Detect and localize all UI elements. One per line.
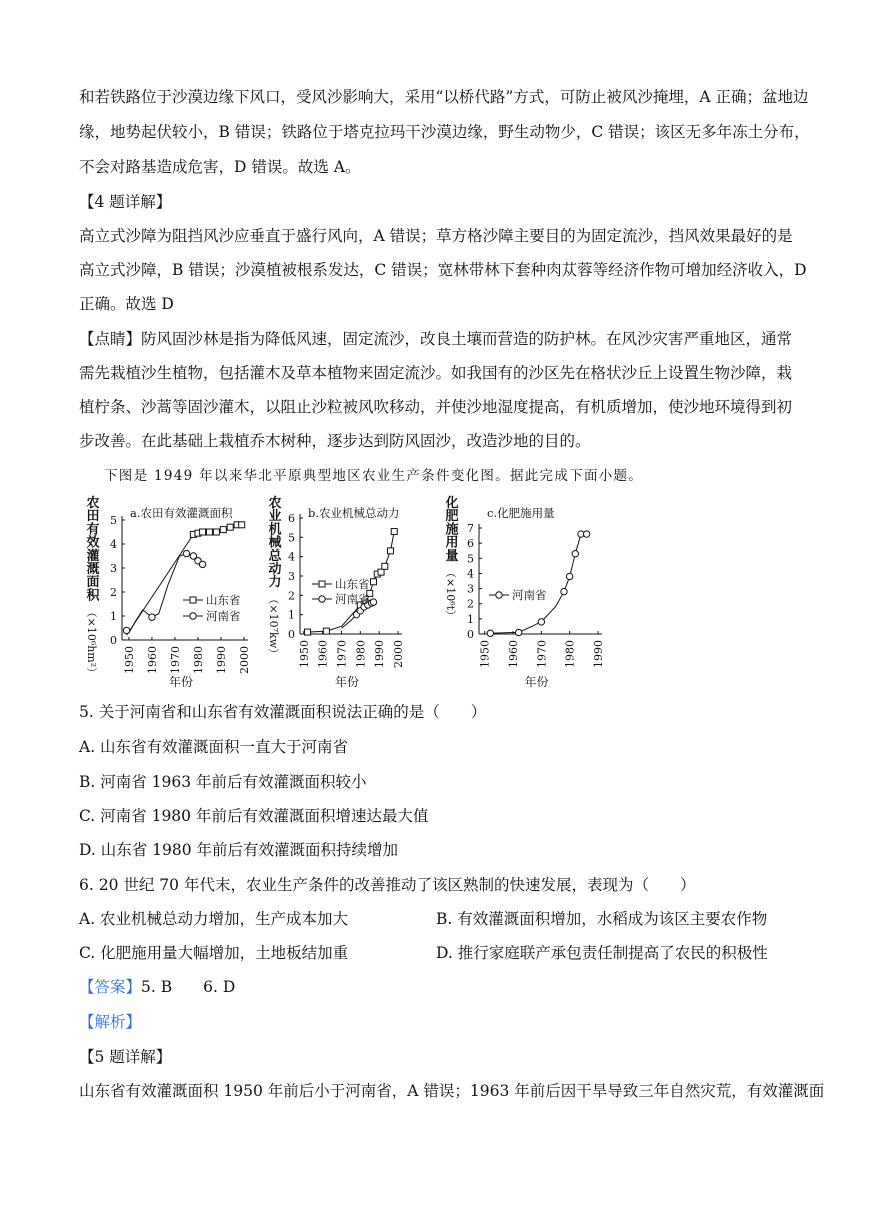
data-point-circle bbox=[487, 630, 493, 636]
legend-label: 河南省 bbox=[335, 592, 370, 606]
data-point-circle bbox=[538, 619, 544, 625]
data-point-circle bbox=[566, 573, 572, 579]
y-axis-unit: （×10⁷kw） bbox=[267, 593, 280, 660]
option-5b: B. 河南省 1963 年前后有效灌溉面积较小 bbox=[79, 773, 367, 791]
x-tick-label: 1970 bbox=[335, 640, 349, 668]
x-tick-label: 1950 bbox=[122, 646, 136, 674]
text-line: 高立式沙障，B 错误；沙漠植被根系发达，C 错误；宽林带林下套种肉苁蓉等经济作物可增加经济收入，D bbox=[79, 261, 807, 279]
y-axis-label-char: 有 bbox=[86, 522, 100, 538]
legend-label: 山东省 bbox=[335, 577, 370, 591]
data-point-square bbox=[200, 529, 206, 535]
data-point-square bbox=[371, 579, 377, 585]
y-tick-label: 6 bbox=[288, 512, 295, 525]
text-line bbox=[79, 329, 792, 349]
data-point-circle bbox=[123, 627, 129, 633]
y-tick-label: 5 bbox=[110, 514, 117, 527]
y-tick-label: 1 bbox=[288, 608, 295, 622]
x-tick-label: 1950 bbox=[478, 640, 492, 668]
y-axis-label-char: 械 bbox=[268, 535, 282, 551]
data-point-square bbox=[206, 529, 212, 535]
option-5d: D. 山东省 1980 年前后有效灌溉面积持续增加 bbox=[79, 841, 399, 859]
y-tick-label: 3 bbox=[288, 570, 295, 583]
y-axis-unit: （×10⁶hm²） bbox=[85, 606, 98, 679]
data-point-circle bbox=[199, 561, 205, 567]
legend-marker-circle bbox=[190, 613, 196, 619]
x-tick-label: 1950 bbox=[297, 640, 311, 668]
y-tick-label: 1 bbox=[467, 612, 474, 626]
data-point-circle bbox=[583, 531, 589, 537]
y-axis-unit: （×10⁶t） bbox=[444, 567, 457, 622]
x-tick-label: 1960 bbox=[316, 640, 330, 668]
option-5c: C. 河南省 1980 年前后有效灌溉面积增速达最大值 bbox=[79, 807, 429, 825]
data-point-square bbox=[239, 522, 245, 528]
answer-text: 5. B 6. D bbox=[141, 978, 236, 996]
options-row bbox=[79, 943, 850, 963]
question-5: 5. 关于河南省和山东省有效灌溉面积说法正确的是（ ） bbox=[79, 703, 487, 721]
analysis-label: 【解析】 bbox=[79, 1013, 142, 1031]
y-axis-label-char: 积 bbox=[86, 588, 100, 604]
y-tick-label: 7 bbox=[467, 522, 474, 535]
x-tick-label: 1960 bbox=[507, 640, 520, 668]
legend-marker-circle bbox=[319, 596, 325, 602]
y-axis-label-char: 总 bbox=[268, 548, 282, 564]
x-tick-label: 1990 bbox=[373, 640, 387, 668]
x-tick-label: 2000 bbox=[392, 640, 405, 668]
legend-label: 山东省 bbox=[206, 593, 241, 607]
chart-title: a.农田有效灌溉面积 bbox=[130, 506, 233, 520]
y-axis-label-char: 力 bbox=[268, 575, 282, 591]
y-axis-label-char: 效 bbox=[86, 535, 100, 551]
data-point-square bbox=[220, 527, 226, 533]
data-point-square bbox=[323, 628, 329, 634]
figure-charts bbox=[0, 488, 870, 698]
x-tick-label: 2000 bbox=[238, 646, 251, 674]
option-5a: A. 山东省有效灌溉面积一直大于河南省 bbox=[79, 738, 349, 756]
y-axis-label-char: 量 bbox=[445, 548, 459, 564]
data-point-square bbox=[378, 569, 384, 575]
data-point-square bbox=[227, 524, 233, 530]
legend-label: 河南省 bbox=[512, 588, 547, 602]
question-6: 6. 20 世纪 70 年代末，农业生产条件的改善推动了该区熟制的快速发展，表现为（ ） bbox=[79, 876, 696, 894]
series-line-河南省 bbox=[127, 554, 205, 633]
answer-label: 【答案】 bbox=[79, 978, 142, 996]
section-heading-5: 【5 题详解】 bbox=[79, 1048, 172, 1066]
y-axis-label-char: 溉 bbox=[86, 562, 100, 577]
y-tick-label: 3 bbox=[467, 582, 474, 596]
y-tick-label: 3 bbox=[110, 562, 117, 575]
y-axis-label-char: 肥 bbox=[445, 509, 459, 525]
y-tick-label: 2 bbox=[288, 589, 295, 603]
data-point-circle bbox=[515, 629, 521, 635]
x-tick-label: 1980 bbox=[563, 640, 577, 668]
data-point-circle bbox=[183, 550, 189, 556]
legend-marker-square bbox=[319, 581, 325, 587]
y-axis-label-char: 用 bbox=[445, 535, 459, 551]
x-tick-label: 1990 bbox=[592, 640, 605, 668]
data-point-square bbox=[391, 529, 397, 535]
chart-title: c.化肥施用量 bbox=[487, 506, 555, 520]
data-point-square bbox=[213, 529, 219, 535]
x-tick-label: 1990 bbox=[214, 646, 228, 674]
y-axis-label-char: 灌 bbox=[86, 548, 100, 564]
option-6d: D. 推行家庭联产承包责任制提高了农民的积极性 bbox=[436, 944, 768, 962]
data-point-square bbox=[305, 629, 311, 635]
text-line: 植柠条、沙蒿等固沙灌木，以阻止沙粒被风吹移动，并使沙地湿度提高，有机质增加，使沙地环境得到初 bbox=[79, 398, 793, 416]
y-tick-label: 1 bbox=[110, 610, 117, 623]
text-line: 缘，地势起伏较小，B 错误；铁路位于塔克拉玛干沙漠边缘，野生动物少，C 错误；该区无多年冻土分布， bbox=[79, 123, 810, 141]
legend-marker-square bbox=[190, 597, 196, 603]
data-point-circle bbox=[561, 588, 567, 594]
x-tick-label: 1970 bbox=[168, 646, 182, 674]
y-axis-label-char: 农 bbox=[268, 496, 282, 511]
y-axis-label-char: 田 bbox=[86, 509, 100, 525]
answer-line bbox=[79, 977, 235, 997]
text-line: 和若铁路位于沙漠边缘下风口，受风沙影响大，采用“以桥代路”方式，可防止被风沙掩埋，A 正确；盆地边 bbox=[79, 88, 809, 106]
x-axis-label: 年份 bbox=[524, 675, 549, 689]
text-line: 高立式沙障为阻挡风沙应垂直于盛行风向，A 错误；草方格沙障主要目的为固定流沙，挡风效果最好的是 bbox=[79, 227, 793, 245]
y-axis-label-char: 施 bbox=[445, 522, 459, 538]
data-point-circle bbox=[370, 599, 376, 605]
y-axis-label-char: 动 bbox=[268, 562, 282, 577]
y-tick-label: 2 bbox=[110, 586, 117, 599]
y-tick-label: 0 bbox=[467, 628, 474, 641]
text-line: 需先栽植沙生植物，包括灌木及草本植物来固定流沙。如我国有的沙区先在格状沙丘上设置生物沙障，栽 bbox=[79, 364, 793, 382]
dianjing-text: 防风固沙林是指为降低风速，固定流沙，改良土壤而营造的防护林。在风沙灾害严重地区，通常 bbox=[141, 330, 793, 348]
y-axis-label-char: 业 bbox=[268, 509, 282, 525]
y-axis-label-char: 面 bbox=[86, 575, 100, 591]
x-tick-label: 1970 bbox=[535, 640, 549, 668]
text-line: 正确。故选 D bbox=[79, 295, 174, 313]
y-axis-label-char: 机 bbox=[268, 522, 282, 538]
chart-title: b.农业机械总动力 bbox=[308, 506, 400, 520]
data-point-circle bbox=[572, 551, 578, 557]
y-tick-label: 0 bbox=[110, 634, 117, 647]
legend-label: 河南省 bbox=[206, 609, 241, 623]
legend-marker-circle bbox=[496, 592, 502, 598]
series-line-河南省 bbox=[490, 534, 586, 633]
text-line: 不会对路基造成危害，D 错误。故选 A。 bbox=[79, 158, 361, 176]
y-tick-label: 4 bbox=[288, 550, 295, 564]
y-axis-label-char: 化 bbox=[445, 496, 459, 511]
y-axis-label-char: 农 bbox=[86, 496, 100, 511]
y-tick-label: 2 bbox=[467, 597, 474, 611]
option-6c: C. 化肥施用量大幅增加，土地板结加重 bbox=[79, 944, 349, 962]
data-point-square bbox=[382, 563, 388, 569]
x-tick-label: 1980 bbox=[191, 646, 205, 674]
x-axis-label: 年份 bbox=[168, 675, 194, 689]
data-point-circle bbox=[149, 614, 155, 620]
y-tick-label: 5 bbox=[467, 552, 474, 566]
dianjing-label: 【点睛】 bbox=[79, 330, 142, 348]
options-row bbox=[79, 909, 850, 929]
x-tick-label: 1960 bbox=[145, 646, 159, 674]
x-tick-label: 1980 bbox=[354, 640, 368, 668]
y-tick-label: 4 bbox=[110, 538, 117, 551]
figure-intro: 下图是 1949 年以来华北平原典型地区农业生产条件变化图。据此完成下面小题。 bbox=[104, 468, 644, 484]
y-tick-label: 5 bbox=[288, 531, 295, 545]
data-point-square bbox=[387, 548, 393, 554]
option-6b: B. 有效灌溉面积增加，水稻成为该区主要农作物 bbox=[436, 910, 768, 928]
y-tick-label: 4 bbox=[467, 567, 474, 581]
text-line: 步改善。在此基础上栽植乔木树种，逐步达到防风固沙，改造沙地的目的。 bbox=[79, 432, 591, 450]
x-axis-label: 年份 bbox=[334, 675, 360, 689]
y-tick-label: 0 bbox=[288, 628, 295, 641]
text-line: 山东省有效灌溉面积 1950 年前后小于河南省，A 错误；1963 年前后因干旱导致三年自然灾荒，有效灌溉面 bbox=[79, 1082, 825, 1100]
y-tick-label: 6 bbox=[467, 537, 474, 551]
section-heading-4: 【4 题详解】 bbox=[79, 193, 172, 211]
option-6a: A. 农业机械总动力增加，生产成本加大 bbox=[79, 910, 349, 928]
